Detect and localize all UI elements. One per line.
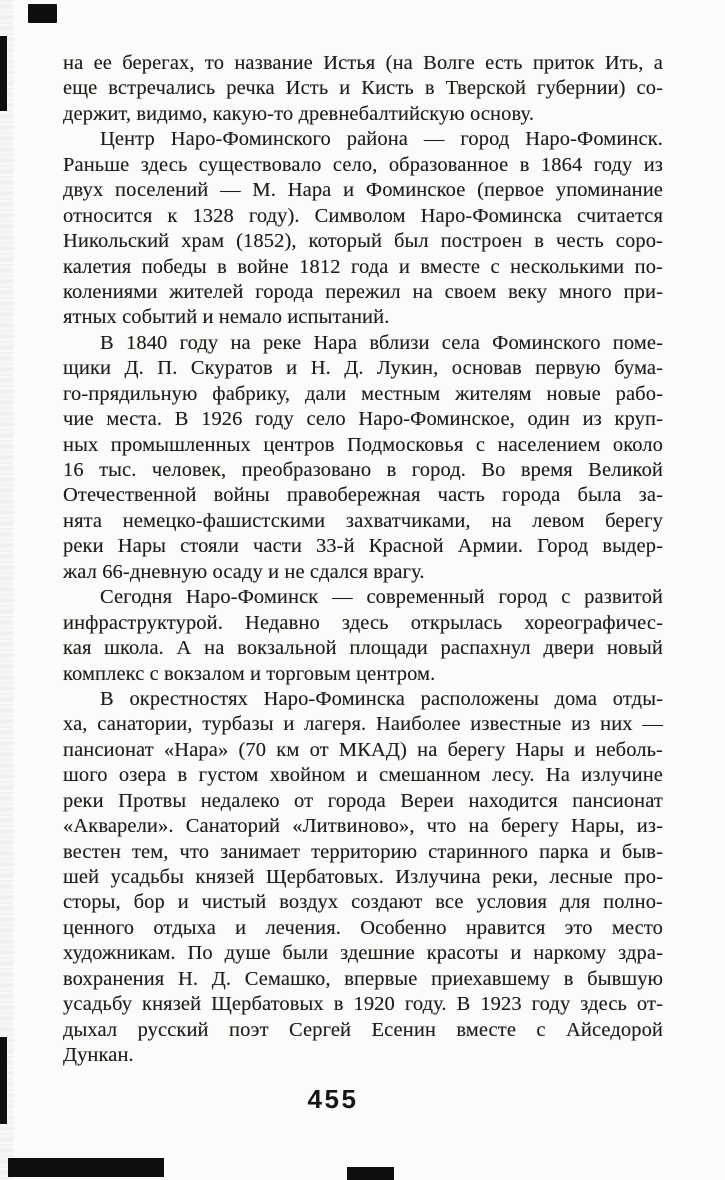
text-line: Дункан.	[63, 1044, 134, 1067]
text-line: «Акварели». Санаторий «Литвиново», что на берегу Нары, из-	[63, 815, 663, 838]
text-line: щики Д. П. Скуратов и Н. Д. Лукин, основав первую бума-	[63, 357, 663, 380]
text-line: Сегодня Наро-Фоминск — современный город с развитой	[100, 586, 663, 609]
paragraph	[63, 687, 663, 1069]
text-line: кая школа. А на вокзальной площади распахнул двери новый	[63, 637, 663, 660]
text-line: комплекс с вокзалом и торговым центром.	[63, 662, 436, 685]
text-line: реки Нары стояли части 33-й Красной Армии. Город выдер-	[63, 535, 663, 558]
text-line: вохранения Н. Д. Семашко, впервые приехавшему в бывшую	[63, 967, 663, 990]
text-line: еще встречались речка Исть и Кисть в Тверской губернии) со-	[63, 77, 663, 100]
paragraph	[63, 127, 663, 331]
scan-edge-noise	[0, 0, 13, 1180]
scan-artifact-top-left-square	[28, 4, 57, 23]
text-line: шого озера в густом хвойном и смешанном лесу. На излучине	[63, 764, 663, 787]
page-number: 455	[307, 1084, 359, 1114]
text-line: относится к 1328 году). Символом Наро-Фоминска считается	[63, 204, 663, 227]
text-line: Отечественной войны правобережная часть города была за-	[63, 484, 663, 507]
scan-artifact-left-bar-top	[0, 36, 7, 111]
text-line: усадьбу князей Щербатовых в 1920 году. В 1923 году здесь от-	[63, 993, 663, 1016]
text-line: дыхал русский поэт Сергей Есенин вместе с Айседорой	[63, 1018, 663, 1041]
text-line: реки Протвы недалеко от города Вереи находится пансионат	[63, 789, 663, 812]
text-line: В 1840 году на реке Нара вблизи села Фоминского поме-	[100, 331, 663, 354]
text-line: Раньше здесь существовало село, образованное в 1864 году из	[63, 153, 663, 176]
text-line: В окрестностях Наро-Фоминска расположены дома отды-	[100, 687, 663, 710]
text-line: го-прядильную фабрику, дали местным жителям новые рабо-	[63, 382, 663, 405]
text-line: держит, видимо, какую-то древнебалтийскую основу.	[63, 102, 535, 125]
text-line: инфраструктурой. Недавно здесь открылась хореографичес-	[63, 611, 663, 634]
text-line: художникам. По душе были здешние красоты и наркому здра-	[63, 942, 663, 965]
text-line: 16 тыс. человек, преобразовано в город. Во время Великой	[63, 459, 663, 481]
text-line: сторы, бор и чистый воздух создают все условия для полно-	[63, 891, 663, 914]
text-line: Никольский храм (1852), который был построен в честь соро-	[63, 230, 663, 253]
paragraph	[63, 585, 663, 687]
scan-artifact-bottom-left-bar	[8, 1158, 164, 1177]
text-line: чие места. В 1926 году село Наро-Фоминское, один из круп-	[63, 408, 663, 431]
text-line: Центр Наро-Фоминского района — город Наро-Фоминск.	[100, 128, 663, 151]
text-line: ха, санатории, турбазы и лагеря. Наиболее известные из них —	[63, 713, 663, 736]
text-line: ятных событий и немало испытаний.	[63, 306, 390, 329]
paragraph	[63, 51, 663, 127]
text-line: нята немецко-фашистскими захватчиками, на левом берегу	[63, 509, 663, 532]
text-line: двух поселений — М. Нара и Фоминское (первое упоминание	[63, 179, 663, 202]
text-line: вестен тем, что занимает территорию старинного парка и быв-	[63, 840, 663, 863]
text-line: шей усадьбы князей Щербатовых. Излучина реки, лесные про-	[63, 866, 663, 888]
text-line: ных промышленных центров Подмосковья с населением около	[63, 433, 663, 456]
text-line: калетия победы в войне 1812 года и вместе с несколькими по-	[63, 255, 663, 278]
text-line: жал 66-дневную осаду и не сдался врагу.	[63, 560, 425, 583]
scan-artifact-left-bar-bottom	[0, 1037, 7, 1124]
text-line: ценного отдыха и лечения. Особенно нравится это место	[63, 916, 663, 939]
paragraph	[63, 331, 663, 585]
text-block	[63, 51, 663, 1069]
text-line: колениями жителей города пережил на своем веку много при-	[63, 280, 663, 303]
scan-artifact-bottom-center-bar	[347, 1167, 394, 1180]
text-line: на ее берегах, то название Истья (на Волге есть приток Ить, а	[63, 52, 663, 74]
text-line: пансионат «Нара» (70 км от МКАД) на берегу Нары и неболь-	[63, 738, 663, 761]
